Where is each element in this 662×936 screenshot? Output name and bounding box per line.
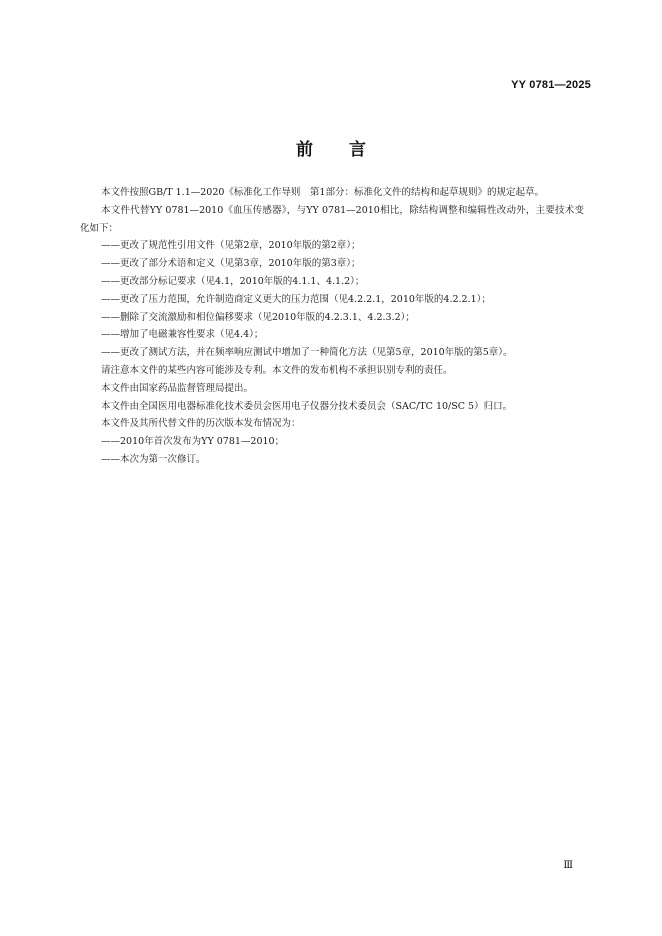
paragraph-replacement: 本文件代替YY 0781—2010《血压传感器》，与YY 0781—2010相比，除结构调整和编辑性改动外，主要技术变化如下： <box>80 204 584 234</box>
page-title: 前言 <box>296 140 402 160</box>
paragraph-proposer: 本文件由国家药品监督管理局提出。 <box>101 382 254 394</box>
list-item-change: ——更改了测试方法，并在频率响应测试中增加了一种简化方法（见第5章，2010年版的第5章）。 <box>101 347 513 359</box>
list-item-history: ——本次为第一次修订。 <box>101 453 206 465</box>
list-item-change: ——增加了电磁兼容性要求（见4.4）； <box>101 329 264 341</box>
paragraph-patent-notice: 请注意本文件的某些内容可能涉及专利。本文件的发布机构不承担识别专利的责任。 <box>101 364 453 376</box>
list-item-change: ——更改了规范性引用文件（见第2章，2010年版的第2章）； <box>101 240 361 252</box>
paragraph-responsible-committee: 本文件由全国医用电器标准化技术委员会医用电子仪器分技术委员会（SAC/TC 10/SC 5）归口。 <box>101 400 513 412</box>
document-code: YY 0781—2025 <box>511 79 591 91</box>
page-number: Ⅲ <box>563 860 573 871</box>
foreword-body <box>80 184 584 469</box>
list-item-change: ——更改部分标记要求（见4.1，2010年版的4.1.1、4.1.2）； <box>101 275 365 287</box>
list-item-change: ——更改了部分术语和定义（见第3章，2010年版的第3章）； <box>101 258 361 270</box>
paragraph-drafting-rules: 本文件按照GB/T 1.1—2020《标准化工作导则 第1部分：标准化文件的结构和起草规则》的规定起草。 <box>101 187 544 198</box>
list-item-change: ——删除了交流激励和相位偏移要求（见2010年版的4.2.3.1、4.2.3.2）； <box>101 311 415 323</box>
paragraph-history-intro: 本文件及其所代替文件的历次版本发布情况为： <box>101 418 301 430</box>
list-item-change: ——更改了压力范围，允许制造商定义更大的压力范围（见4.2.2.1，2010年版的4.2.2.1）； <box>101 293 491 305</box>
list-item-history: ——2010年首次发布为YY 0781—2010； <box>101 436 285 448</box>
